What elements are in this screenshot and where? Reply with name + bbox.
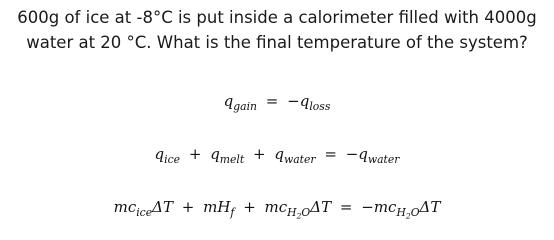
o-letter: O: [410, 205, 420, 219]
q-loss-symbol: q: [299, 92, 310, 110]
q-water-subscript: water: [283, 152, 316, 166]
plus-sign: +: [181, 198, 195, 216]
water-subscript: [287, 206, 310, 219]
equals-sign: =: [339, 198, 353, 216]
minus-sign: −: [345, 145, 359, 163]
q-melt-symbol: q: [210, 145, 220, 163]
delta-t-term: ΔT: [310, 198, 332, 216]
o-letter: O: [301, 205, 311, 219]
plus-sign: +: [253, 145, 266, 163]
q-water-symbol: q: [274, 145, 284, 163]
h-letter: H: [396, 205, 406, 219]
q-loss-subscript: loss: [309, 99, 331, 113]
q-melt-subscript: melt: [219, 152, 245, 166]
h-letter: H: [287, 205, 297, 219]
water-rhs-subscript: [396, 206, 419, 219]
fusion-subscript: f: [230, 205, 235, 219]
q-ice-symbol: q: [154, 145, 165, 163]
equation-heat-balance: [0, 92, 554, 113]
q-water-rhs-symbol: q: [358, 145, 368, 163]
minus-sign: −: [361, 198, 374, 216]
two-digit: 2: [405, 211, 411, 221]
minus-sign: −: [287, 92, 300, 110]
plus-sign: +: [243, 198, 256, 216]
q-gain-subscript: gain: [233, 99, 257, 113]
equals-sign: =: [324, 145, 337, 163]
mhf-term: mH: [203, 198, 231, 216]
mc-water-rhs-term: mc: [373, 198, 397, 216]
delta-t-rhs-term: ΔT: [419, 198, 441, 216]
two-digit: 2: [296, 211, 302, 221]
equals-sign: =: [265, 92, 279, 110]
q-water-rhs-subscript: water: [367, 152, 400, 166]
ice-subscript: ice: [136, 205, 153, 219]
delta-t-term: ΔT: [152, 198, 173, 216]
q-ice-subscript: ice: [164, 152, 181, 166]
q-gain-symbol: q: [223, 92, 234, 110]
equation-expanded: [0, 198, 554, 221]
equation-heat-terms: [0, 145, 554, 166]
problem-statement: 600g of ice at -8°C is put inside a calorimeter filled with 4000g water at 20 °C. What is the final temperature of the system?: [17, 8, 537, 52]
plus-sign: +: [188, 145, 202, 163]
mc-water-term: mc: [264, 198, 288, 216]
mc-ice-term: mc: [113, 198, 137, 216]
